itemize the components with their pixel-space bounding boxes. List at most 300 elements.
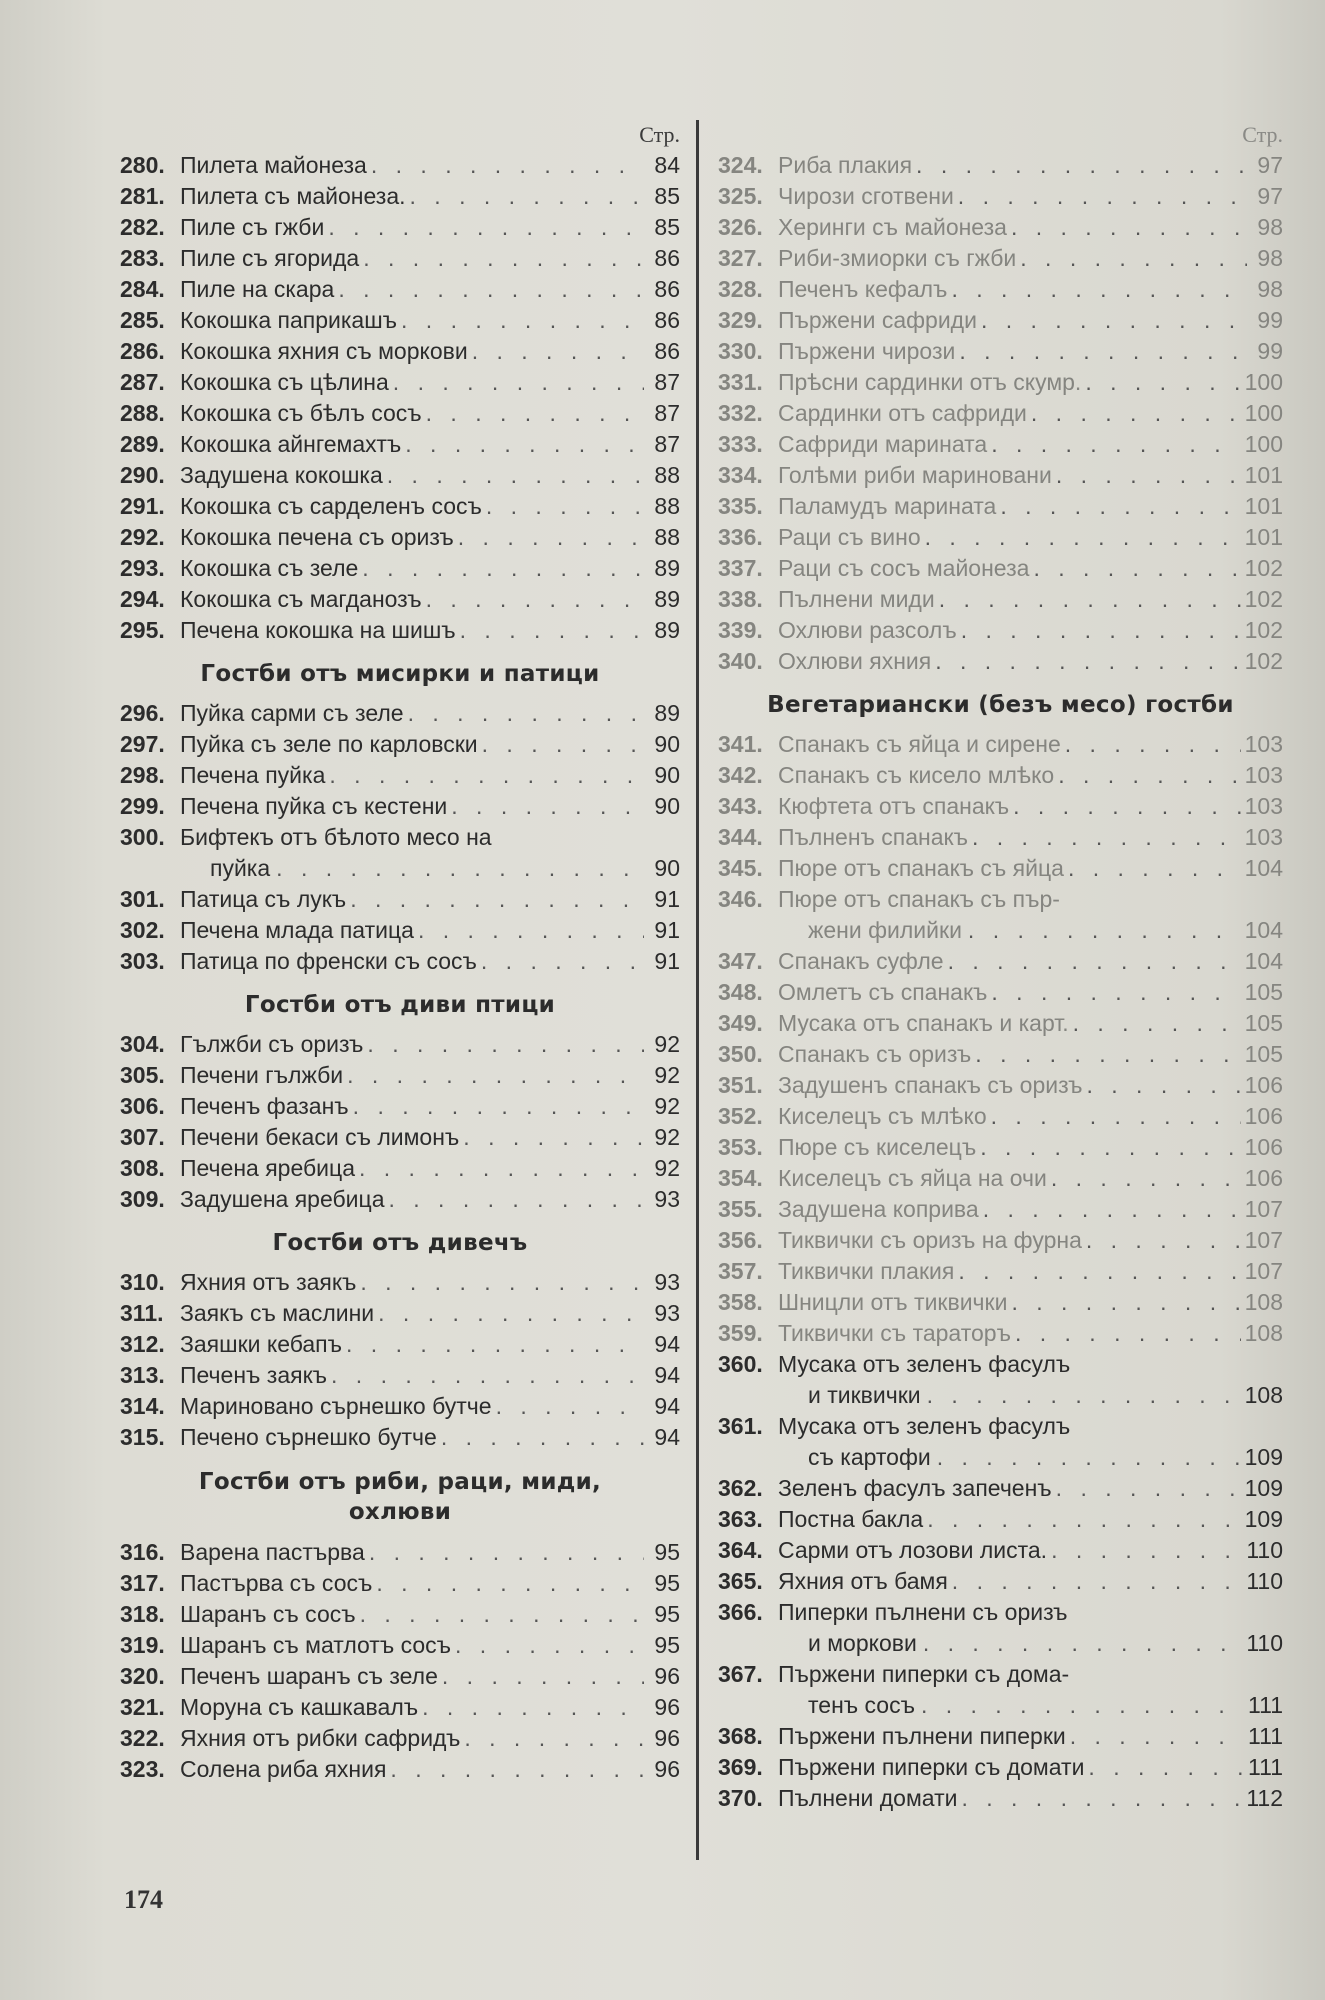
entry-title: Пълненъ спанакъ: [778, 824, 968, 850]
entry-line: [718, 1628, 1283, 1659]
entry-title: Постна бакла: [778, 1506, 924, 1532]
toc-entry: [718, 615, 1283, 646]
entry-number: 369.: [718, 1754, 763, 1780]
entry-title: Заяшки кебапъ: [180, 1331, 343, 1357]
entry-number: 319.: [120, 1632, 165, 1658]
entry-title: Раци съ сосъ майонеза: [778, 555, 1030, 581]
entry-title: Пастърва съ сосъ: [180, 1570, 373, 1596]
entry-page: 102: [1244, 617, 1283, 643]
entry-page: 89: [654, 617, 680, 643]
toc-entry: [718, 181, 1283, 212]
toc-entry: [120, 1122, 680, 1153]
leader-dots: [939, 584, 1241, 615]
entry-number: 359.: [718, 1320, 763, 1346]
entry-number: 353.: [718, 1134, 763, 1160]
leader-dots: [991, 977, 1240, 1008]
leader-dots: [347, 1060, 644, 1091]
entry-page: 100: [1244, 369, 1283, 395]
entry-title: Киселецъ съ млѣко: [778, 1103, 987, 1129]
entry-number: 331.: [718, 369, 763, 395]
entry-page: 94: [654, 1362, 680, 1388]
leader-dots: [916, 150, 1247, 181]
entry-page: 94: [654, 1424, 680, 1450]
entry-number: 316.: [120, 1539, 165, 1565]
entry-line: [718, 1659, 1283, 1690]
entry-title: Моруна съ кашкавалъ: [180, 1694, 419, 1720]
leader-dots: [482, 729, 644, 760]
leader-dots: [1056, 460, 1241, 491]
toc-entry: [718, 584, 1283, 615]
entry-number: 356.: [718, 1227, 763, 1253]
leader-dots: [393, 367, 644, 398]
entry-title: Задушена яребица: [180, 1186, 385, 1212]
entry-page: 92: [654, 1031, 680, 1057]
entry-number: 324.: [718, 152, 763, 178]
leader-dots: [983, 1194, 1241, 1225]
leader-dots: [972, 822, 1241, 853]
entry-page: 95: [654, 1570, 680, 1596]
toc-entry: [718, 212, 1283, 243]
toc-entry: [718, 1318, 1283, 1349]
entry-number: 364.: [718, 1537, 763, 1563]
toc-entry: [718, 305, 1283, 336]
toc-entry: [120, 884, 680, 915]
toc-entry: [120, 1091, 680, 1122]
entry-title: Печени бекаси съ лимонъ: [180, 1124, 460, 1150]
list-group: [120, 1267, 680, 1453]
list-group: [718, 150, 1283, 677]
list-group: [120, 1537, 680, 1785]
section-title: Вегетариански (безъ месо) гостби: [767, 692, 1234, 718]
toc-entry: [718, 977, 1283, 1008]
entry-page: 91: [654, 886, 680, 912]
entry-number: 289.: [120, 431, 165, 457]
entry-number: 326.: [718, 214, 763, 240]
entry-page: 109: [1244, 1444, 1283, 1470]
entry-page: 91: [654, 917, 680, 943]
section-title: Гостби отъ диви птици: [244, 992, 556, 1018]
entry-title: Мусака отъ спанакъ и карт.: [778, 1010, 1069, 1036]
leader-dots: [921, 1690, 1244, 1721]
entry-title: Пилета майонеза: [180, 152, 367, 178]
leader-dots: [959, 336, 1247, 367]
toc-entry: [120, 491, 680, 522]
toc-entry: [718, 460, 1283, 491]
toc-entry: [120, 1298, 680, 1329]
entry-line: [718, 1690, 1283, 1721]
leader-dots: [1073, 1008, 1241, 1039]
entry-number: 284.: [120, 276, 165, 302]
leader-dots: [1000, 491, 1240, 522]
entry-page: 94: [654, 1331, 680, 1357]
entry-page: 85: [654, 183, 680, 209]
entry-number: 318.: [120, 1601, 165, 1627]
toc-entry: [120, 946, 680, 977]
leader-dots: [991, 1101, 1241, 1132]
leader-dots: [276, 853, 644, 884]
entry-number: 360.: [718, 1351, 763, 1377]
entry-number: 307.: [120, 1124, 165, 1150]
entry-number: 311.: [120, 1300, 164, 1326]
toc-entry: [718, 1039, 1283, 1070]
toc-entry: [120, 1060, 680, 1091]
entry-line: [718, 915, 1283, 946]
leader-dots: [1065, 729, 1241, 760]
entry-page: 90: [654, 762, 680, 788]
entry-number: 352.: [718, 1103, 763, 1129]
entry-title: Шаранъ съ матлотъ сосъ: [180, 1632, 452, 1658]
leader-dots: [464, 1723, 644, 1754]
entry-title: Пюре съ киселецъ: [778, 1134, 977, 1160]
entry-page: 86: [654, 338, 680, 364]
entry-number: 349.: [718, 1010, 763, 1036]
entry-line: [718, 884, 1283, 915]
entry-page: 90: [654, 855, 680, 881]
entry-title: Пържени пълнени пиперки: [778, 1723, 1066, 1749]
leader-dots: [472, 336, 644, 367]
left-column: [120, 120, 680, 1785]
entry-line: [718, 1411, 1283, 1442]
leader-dots: [405, 429, 644, 460]
entry-title: Кокошка съ магданозъ: [180, 586, 422, 612]
entry-number: 335.: [718, 493, 763, 519]
entry-page: 98: [1257, 276, 1283, 302]
entry-title: Печена пуйка: [180, 762, 326, 788]
toc-entry: [120, 212, 680, 243]
toc-entry: [120, 1029, 680, 1060]
leader-dots: [1051, 1163, 1241, 1194]
entry-title: Мариновано сърнешко бутче: [180, 1393, 492, 1419]
entry-page: 96: [654, 1663, 680, 1689]
toc-entry: [718, 1535, 1283, 1566]
leader-dots: [451, 791, 644, 822]
toc-entry: [718, 1659, 1283, 1721]
entry-title: Варена пастърва: [180, 1539, 365, 1565]
entry-page: 92: [654, 1093, 680, 1119]
toc-entry: [120, 729, 680, 760]
leader-dots: [1015, 1318, 1241, 1349]
entry-number: 361.: [718, 1413, 763, 1439]
toc-entry: [718, 822, 1283, 853]
entry-title: Мусака отъ зеленъ фасулъ: [778, 1413, 1071, 1439]
entry-number: 312.: [120, 1331, 165, 1357]
entry-title: Голѣми риби мариновани: [778, 462, 1052, 488]
toc-entry: [120, 367, 680, 398]
entry-number: 344.: [718, 824, 763, 850]
section-title: [120, 1461, 680, 1533]
leader-dots: [1031, 398, 1241, 429]
toc-entry: [718, 1256, 1283, 1287]
entry-title: Пържени пиперки съ домати: [778, 1754, 1085, 1780]
entry-title: Охлюви разсолъ: [778, 617, 957, 643]
leader-dots: [376, 1568, 644, 1599]
leader-dots: [441, 1422, 644, 1453]
entry-page: 107: [1244, 1258, 1283, 1284]
entry-number: 303.: [120, 948, 165, 974]
entry-page: 97: [1257, 183, 1283, 209]
entry-line: [120, 822, 680, 853]
leader-dots: [927, 1380, 1241, 1411]
entry-page: 107: [1244, 1227, 1283, 1253]
entry-number: 287.: [120, 369, 165, 395]
entry-page: 105: [1244, 979, 1283, 1005]
toc-entry: [120, 429, 680, 460]
entry-title: Пюре отъ спанакъ съ пър-: [778, 886, 1060, 912]
entry-page: 102: [1244, 648, 1283, 674]
toc-entry: [718, 729, 1283, 760]
toc-entry: [120, 1723, 680, 1754]
entry-title: Пълнени миди: [778, 586, 935, 612]
toc-entry: [718, 946, 1283, 977]
entry-line: [718, 1380, 1283, 1411]
leader-dots: [346, 1329, 644, 1360]
entry-number: 321.: [120, 1694, 165, 1720]
entry-page: 92: [654, 1124, 680, 1150]
entry-number: 323.: [120, 1756, 165, 1782]
toc-entry: [120, 1568, 680, 1599]
entry-number: 367.: [718, 1661, 763, 1687]
entry-title: Солена риба яхния: [180, 1756, 387, 1782]
entry-page: 107: [1244, 1196, 1283, 1222]
entry-number: 302.: [120, 917, 165, 943]
entry-page: 106: [1244, 1072, 1283, 1098]
toc-entry: [120, 274, 680, 305]
entry-title: Печенъ кефалъ: [778, 276, 948, 302]
list-group: [718, 946, 1283, 1349]
entry-number: 358.: [718, 1289, 763, 1315]
leader-dots: [455, 1630, 644, 1661]
entry-page: 104: [1244, 917, 1283, 943]
entry-number: 334.: [718, 462, 763, 488]
leader-dots: [338, 274, 644, 305]
toc-entry: [120, 791, 680, 822]
entry-title: Чирози сготвени: [778, 183, 954, 209]
toc-entry: [718, 1349, 1283, 1411]
entry-title: Пуйка сарми съ зеле: [180, 700, 404, 726]
entry-page: 108: [1244, 1382, 1283, 1408]
toc-entry: [718, 1566, 1283, 1597]
leader-dots: [1011, 212, 1247, 243]
toc-entry: [718, 1132, 1283, 1163]
entry-number: 296.: [120, 700, 165, 726]
entry-page: 103: [1244, 824, 1283, 850]
toc-entry: [718, 491, 1283, 522]
leader-dots: [426, 398, 644, 429]
leader-dots: [401, 305, 644, 336]
entry-number: 363.: [718, 1506, 763, 1532]
entry-number: 297.: [120, 731, 165, 757]
list-group: [718, 1597, 1283, 1659]
entry-number: 325.: [718, 183, 763, 209]
leader-dots: [1011, 1287, 1240, 1318]
entry-title: Печена пуйка съ кестени: [180, 793, 448, 819]
entry-title: Печена млада патица: [180, 917, 414, 943]
entry-number: 313.: [120, 1362, 165, 1388]
entry-number: 298.: [120, 762, 165, 788]
leader-dots: [958, 181, 1247, 212]
entry-page: 100: [1244, 431, 1283, 457]
entry-page: 96: [654, 1694, 680, 1720]
entry-number: 283.: [120, 245, 165, 271]
leader-dots: [961, 1783, 1242, 1814]
leader-dots: [980, 1132, 1240, 1163]
entry-number: 354.: [718, 1165, 763, 1191]
entry-page: 97: [1257, 152, 1283, 178]
entry-title: Яхния отъ заякъ: [180, 1269, 357, 1295]
entry-number: 295.: [120, 617, 165, 643]
entry-title: Кокошка яхния съ моркови: [180, 338, 468, 364]
leader-dots: [363, 243, 644, 274]
entry-page: 95: [654, 1632, 680, 1658]
entry-number: 357.: [718, 1258, 763, 1284]
page-column-label: Стр.: [639, 122, 680, 147]
entry-number: 338.: [718, 586, 763, 612]
entry-number: 281.: [120, 183, 165, 209]
toc-entry: [718, 760, 1283, 791]
toc-entry: [120, 460, 680, 491]
toc-entry: [718, 274, 1283, 305]
entry-number: 320.: [120, 1663, 165, 1689]
toc-entry: [120, 398, 680, 429]
entry-number: 280.: [120, 152, 165, 178]
entry-page: 106: [1244, 1103, 1283, 1129]
leader-dots: [360, 1267, 644, 1298]
list-group: [718, 1659, 1283, 1721]
leader-dots: [410, 181, 644, 212]
entry-page: 101: [1244, 462, 1283, 488]
leader-dots: [378, 1298, 644, 1329]
list-group: [120, 150, 680, 646]
leader-dots: [359, 1153, 644, 1184]
entry-number: 330.: [718, 338, 763, 364]
toc-entry: [718, 853, 1283, 884]
toc-entry: [718, 150, 1283, 181]
entry-line: [718, 1442, 1283, 1473]
entry-title-continued: и тиквички: [808, 1382, 921, 1408]
list-group: [718, 1721, 1283, 1814]
entry-page: 104: [1244, 855, 1283, 881]
entry-title: Прѣсни сардинки отъ скумр.: [778, 369, 1082, 395]
toc-entry: [718, 1752, 1283, 1783]
list-group: [120, 822, 680, 884]
entry-title: Патица по френски съ сосъ: [180, 948, 477, 974]
leader-dots: [442, 1661, 644, 1692]
leader-dots: [991, 429, 1240, 460]
entry-title: Печенъ фазанъ: [180, 1093, 349, 1119]
leader-dots: [927, 1504, 1240, 1535]
entry-number: 285.: [120, 307, 165, 333]
entry-title: Киселецъ съ яйца на очи: [778, 1165, 1047, 1191]
entry-page: 92: [654, 1062, 680, 1088]
entry-number: 301.: [120, 886, 165, 912]
leader-dots: [387, 460, 644, 491]
leader-dots: [328, 212, 644, 243]
entry-page: 96: [654, 1725, 680, 1751]
toc-entry: [718, 429, 1283, 460]
entry-number: 333.: [718, 431, 763, 457]
entry-number: 305.: [120, 1062, 165, 1088]
entry-number: 365.: [718, 1568, 763, 1594]
leader-dots: [935, 646, 1240, 677]
entry-number: 366.: [718, 1599, 763, 1625]
entry-number: 310.: [120, 1269, 165, 1295]
toc-entry: [718, 1721, 1283, 1752]
entry-title: Пилета съ майонеза.: [180, 183, 406, 209]
entry-title: Пиле съ ягорида: [180, 245, 360, 271]
entry-page: 86: [654, 245, 680, 271]
entry-title: Раци съ вино: [778, 524, 921, 550]
leader-dots: [1088, 1752, 1244, 1783]
list-group: [120, 698, 680, 822]
entry-number: 299.: [120, 793, 165, 819]
entry-title: Задушена кокошка: [180, 462, 383, 488]
entry-title: Зеленъ фасулъ запеченъ: [778, 1475, 1052, 1501]
leader-dots: [1068, 853, 1241, 884]
toc-entry: [718, 367, 1283, 398]
entry-page: 111: [1248, 1692, 1283, 1718]
entry-title: Тиквички съ оризъ на фурна: [778, 1227, 1082, 1253]
entry-line: [718, 1349, 1283, 1380]
entry-title: Кокошка съ бѣлъ сосъ: [180, 400, 422, 426]
leader-dots: [958, 1256, 1240, 1287]
leader-dots: [1070, 1721, 1244, 1752]
leader-dots: [418, 915, 644, 946]
entry-title: Кокошка паприкашъ: [180, 307, 398, 333]
toc-entry: [718, 1783, 1283, 1814]
entry-page: 109: [1244, 1475, 1283, 1501]
entry-number: 355.: [718, 1196, 763, 1222]
entry-title: Охлюви яхния: [778, 648, 932, 674]
leader-dots: [1013, 791, 1241, 822]
entry-page: 95: [654, 1601, 680, 1627]
entry-page: 93: [654, 1300, 680, 1326]
entry-title: Тиквички плакия: [778, 1258, 955, 1284]
leader-dots: [923, 1628, 1243, 1659]
leader-dots: [362, 553, 644, 584]
toc-entry: [718, 1411, 1283, 1473]
page-number: 174: [124, 1885, 163, 1914]
entry-page: 110: [1246, 1537, 1283, 1563]
toc-entry: [718, 1225, 1283, 1256]
leader-dots: [975, 1039, 1240, 1070]
toc-entry: [120, 584, 680, 615]
entry-page: 91: [654, 948, 680, 974]
leader-dots: [951, 274, 1247, 305]
entry-title-continued: и моркови: [808, 1630, 917, 1656]
entry-page: 89: [654, 555, 680, 581]
leader-dots: [360, 1599, 644, 1630]
entry-page: 99: [1257, 338, 1283, 364]
list-group: [718, 884, 1283, 946]
leader-dots: [496, 1391, 644, 1422]
page-column-label: Стр.: [1242, 122, 1283, 147]
entry-page: 108: [1244, 1289, 1283, 1315]
toc-entry: [120, 1422, 680, 1453]
entry-page: 111: [1248, 1723, 1283, 1749]
toc-entry: [120, 181, 680, 212]
entry-title-continued: пуйка: [210, 855, 271, 881]
entry-title-continued: тенъ сосъ: [808, 1692, 915, 1718]
toc-entry: [120, 522, 680, 553]
entry-page: 102: [1244, 586, 1283, 612]
entry-number: 291.: [120, 493, 165, 519]
entry-title: Пържени пиперки съ дома-: [778, 1661, 1070, 1687]
entry-page: 99: [1257, 307, 1283, 333]
leader-dots: [1056, 1473, 1241, 1504]
entry-page: 89: [654, 586, 680, 612]
leader-dots: [422, 1692, 644, 1723]
toc-entry: [120, 822, 680, 884]
